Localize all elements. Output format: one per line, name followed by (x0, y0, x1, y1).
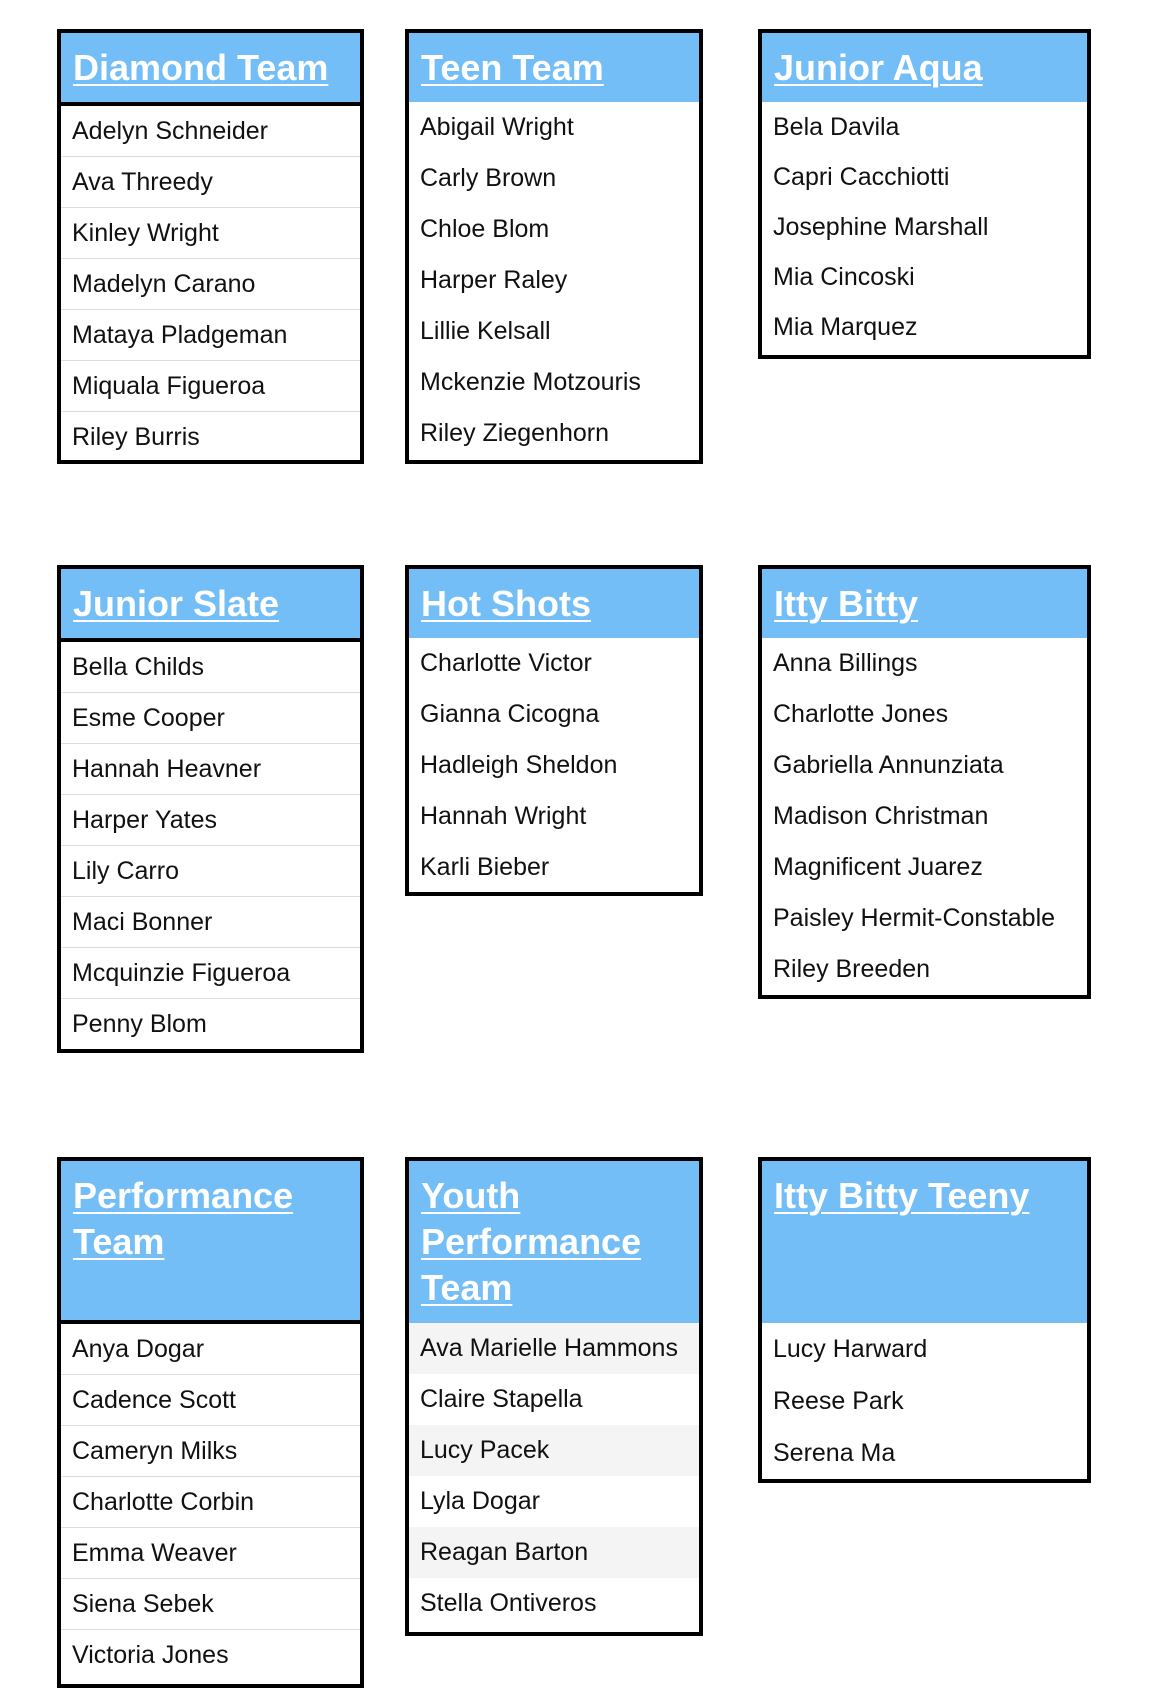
member-row: Kinley Wright (61, 208, 360, 259)
member-row: Charlotte Corbin (61, 1477, 360, 1528)
member-row: Lucy Harward (773, 1334, 928, 1363)
member-row: Karli Bieber (420, 853, 550, 881)
team-title-link[interactable]: Diamond Team (73, 47, 329, 88)
member-row: Hannah Wright (420, 802, 587, 830)
member-row: Hadleigh Sheldon (420, 751, 618, 779)
team-card-junior-aqua (758, 29, 1091, 359)
team-card-diamond-team (57, 29, 364, 464)
member-row: Hannah Heavner (61, 744, 360, 795)
team-card-header (409, 569, 699, 638)
team-title-link[interactable]: Itty Bitty Teeny (774, 1175, 1030, 1216)
member-row: Gianna Cicogna (420, 700, 600, 728)
member-row: Charlotte Victor (420, 649, 592, 677)
team-title-link[interactable]: Performance Team (73, 1175, 294, 1262)
member-row: Bela Davila (773, 112, 900, 141)
member-row: Lillie Kelsall (420, 317, 551, 345)
team-card-header (61, 33, 360, 106)
member-row: Cadence Scott (61, 1375, 360, 1426)
team-card-teen-team (405, 29, 703, 464)
team-title-link[interactable]: Teen Team (421, 47, 604, 88)
team-card-header (762, 1161, 1087, 1323)
team-card-header (61, 1161, 360, 1324)
member-list (762, 1323, 1087, 1479)
member-list (762, 638, 1087, 995)
member-row: Reese Park (773, 1386, 904, 1415)
member-row: Harper Raley (420, 266, 568, 294)
member-row: Lily Carro (61, 846, 360, 897)
team-card-header (61, 569, 360, 642)
member-row: Mataya Pladgeman (61, 310, 360, 361)
member-row: Cameryn Milks (61, 1426, 360, 1477)
member-row: Penny Blom (72, 1010, 207, 1038)
member-row: Maci Bonner (61, 897, 360, 948)
member-list (409, 1323, 699, 1629)
team-title-link[interactable]: Hot Shots (421, 583, 591, 624)
member-row: Mia Marquez (773, 312, 918, 341)
member-row: Anya Dogar (61, 1324, 360, 1375)
member-row: Siena Sebek (61, 1579, 360, 1630)
team-card-header (409, 1161, 699, 1323)
team-card-itty-bitty (758, 565, 1091, 999)
member-row: Miquala Figueroa (61, 361, 360, 412)
member-row: Madison Christman (773, 802, 989, 830)
member-row: Paisley Hermit-Constable (773, 904, 1056, 932)
member-row: Riley Burris (72, 423, 200, 451)
team-title-link[interactable]: Junior Slate (73, 583, 280, 624)
member-row: Carly Brown (420, 164, 557, 192)
member-row: Magnificent Juarez (773, 853, 983, 881)
member-row: Madelyn Carano (61, 259, 360, 310)
team-card-junior-slate (57, 565, 364, 1053)
member-row: Victoria Jones (72, 1641, 229, 1669)
member-list (61, 106, 360, 463)
member-row: Lyla Dogar (420, 1487, 540, 1515)
member-row: Esme Cooper (61, 693, 360, 744)
member-row: Mckenzie Motzouris (420, 368, 641, 396)
member-row: Riley Breeden (773, 955, 931, 983)
team-title-link[interactable]: Itty Bitty (774, 583, 918, 624)
member-row: Emma Weaver (61, 1528, 360, 1579)
member-row: Harper Yates (61, 795, 360, 846)
member-row: Abigail Wright (420, 113, 574, 141)
member-row: Chloe Blom (420, 215, 550, 243)
team-title-link[interactable]: Youth Performance Team (421, 1175, 642, 1308)
member-row: Riley Ziegenhorn (420, 419, 609, 447)
member-row: Serena Ma (773, 1438, 896, 1467)
member-row: Reagan Barton (409, 1527, 699, 1578)
team-card-header (409, 33, 699, 102)
member-row: Adelyn Schneider (61, 106, 360, 157)
member-row: Capri Cacchiotti (773, 162, 950, 191)
member-row: Josephine Marshall (773, 212, 989, 241)
member-row: Mia Cincoski (773, 262, 915, 291)
member-row: Gabriella Annunziata (773, 751, 1004, 779)
member-row: Stella Ontiveros (420, 1589, 597, 1617)
member-list (61, 1324, 360, 1681)
member-row: Claire Stapella (420, 1385, 583, 1413)
member-list (409, 102, 699, 459)
member-row: Mcquinzie Figueroa (61, 948, 360, 999)
member-row: Ava Marielle Hammons (409, 1323, 699, 1374)
team-card-itty-bitty-teeny (758, 1157, 1091, 1483)
member-row: Ava Threedy (61, 157, 360, 208)
member-row: Lucy Pacek (409, 1425, 699, 1476)
member-list (409, 638, 699, 893)
team-card-hot-shots (405, 565, 703, 896)
team-card-performance-team (57, 1157, 364, 1688)
team-card-header (762, 33, 1087, 102)
team-card-youth-performance-team (405, 1157, 703, 1636)
member-list (762, 102, 1087, 352)
team-title-link[interactable]: Junior Aqua (774, 47, 983, 88)
member-list (61, 642, 360, 1050)
member-row: Charlotte Jones (773, 700, 949, 728)
team-card-header (762, 569, 1087, 638)
member-row: Anna Billings (773, 649, 918, 677)
member-row: Bella Childs (61, 642, 360, 693)
